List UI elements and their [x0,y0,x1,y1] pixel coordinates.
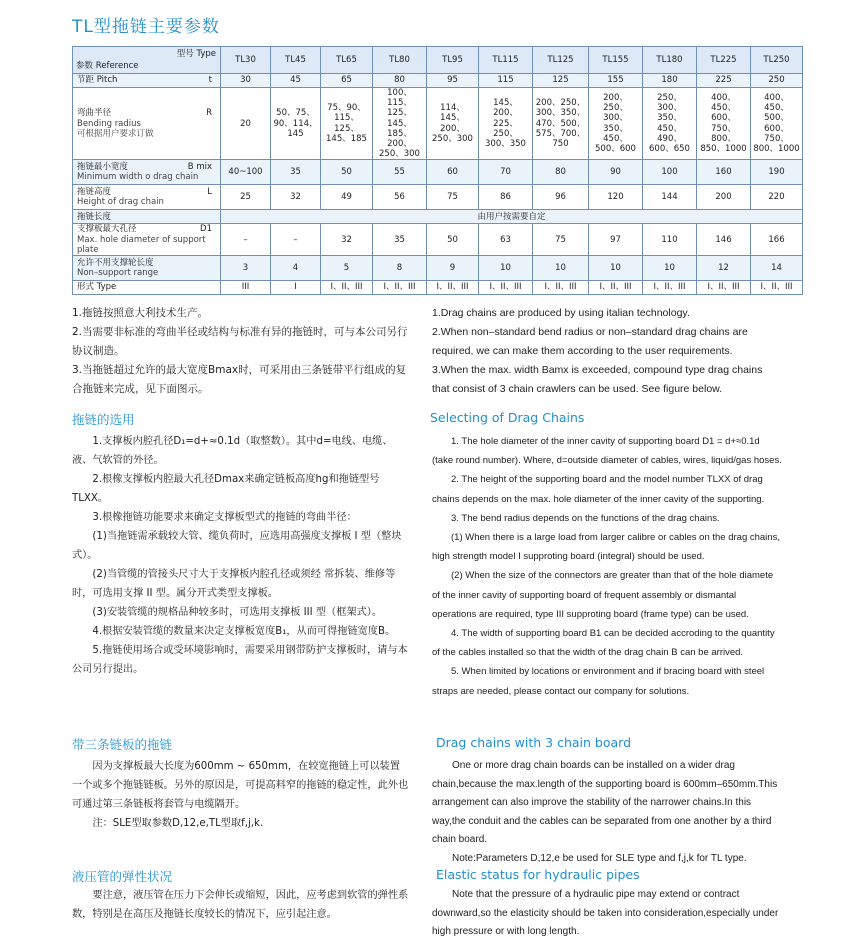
table-row-pitch: 节距 Pitch t 30 45 65 80 95 115 125 155 180 225 250 [73,74,803,88]
table-row-width: 拖链最小宽度 B mix Minimum width o drag chain 40~100 35 50 55 60 70 80 90 100 160 190 [73,160,803,185]
table-row-nonsupport: 允许不用支撑轮长度 Non–support range 3 4 5 8 9 10 10 10 10 12 14 [73,255,803,280]
section-heading-selection-cn: 拖链的选用 [72,412,135,427]
model-header: TL95 [427,47,479,74]
spec-table [72,46,803,295]
three-board-cn-text: 因为支撑板最大长度为600mm ~ 650mm，在较宽拖链上可以装置一个或多个拖链链板。另外的原因是，可提高料窄的拖链的稳定性，此外也可通过第三条链板将套管与电缆隔开。 注：SLE型取参数D,12,e,TL型取f,j,k. [72,761,409,829]
notes-en: 1.Drag chains are produced by using italian technology. 2.When non–standard bend radius or non–standard drag chains are required, we can make them according to the user requirements. 3.When the max. width Bamx is exceeded, compound type drag chains that consist of 3 chain crawlers can be used. See figure below. [432,307,763,395]
model-header: TL65 [321,47,373,74]
section-heading-hydraulic-en: Elastic status for hydraulic pipes [436,867,640,882]
table-row-radius: 弯曲半径 R Bending radius 可根据用户要求订做 20 50、75、90、114、145 75、90、115、125、145、185 100、115、125、145、185、200、250、300 114、145、200、250、300 145、200、225、250、300、350 200、250、300、350、470、500、575、700、750 200、250、300、350、450、500、600 250、300、350、450、490、600、650 400、450、600、750、800、850、1000 400、450、500、600、750、800、1000 [73,88,803,160]
model-header: TL225 [697,47,751,74]
model-header: TL250 [751,47,803,74]
model-header: TL115 [479,47,533,74]
hydraulic-en-text: Note that the pressure of a hydraulic pipe may extend or contract downward,so the elasticity should be taken into consideration,especially under high pressure or with long length. [432,889,779,937]
header-corner-cell: 型号 Type 参数 Reference [73,47,221,74]
selection-en-text: 1. The hole diameter of the inner cavity of supporting board D1 = d+≈0.1d (take round number). Where, d=outside diameter of cables, wires, liquid/gas hoses. 2. The height of the supporting board and the model number TLXX of drag chains depends on the max. hole diameter of the inner cavity of the supporting. 3. The bend radius depends on the functions of the drag chains. (1) When there is a large load from larger calibre or cables on the drag chains, high strength model I supproting board (integral) should be used. (2) When the size of the connectors are greater than that of the hole diamete of the inner cavity of supporting board of frequent assembly or dismantal operations are required, type III supproting board (frame type) can be used. 4. The width of supporting board B1 can be decided accroding to the quantity of the cables installed so that the width of the drag chain B can be arrived. 5. When limited by locations or environment and if bracing board with steel straps are needed, please contact our company for solutions. [432,436,782,697]
table-header-row [73,47,803,74]
model-header: TL155 [589,47,643,74]
hydraulic-cn-text: 要注意，液压管在压力下会伸长或缩短，因此，应考虑到软管的弹性系数，特别是在高压及拖链长度较长的情况下，应引起注意。 [72,890,409,920]
notes-cn: 1.拖链按照意大利技术生产。 2.当需要非标准的弯曲半径或结构与标准有异的拖链时，可与本公司另行协议制造。 3.当拖链超过允许的最大宽度Bmax时，可采用由三条链带平行组成的复合拖链来完成，见下面图示。 [72,307,408,395]
selection-cn-text: 1.支撑板内腔孔径D₁=d+≈0.1d（取整数）。其中d=电线、电缆、液、气软管的外径。 2.根橡支撑板内腔最大孔径Dmax来确定链板高度hg和拖链型号TLXX。 3.根橡拖链功能要求来确定支撑板型式的拖链的弯曲半径： (1)当拖链需承载较大管、缆负荷时，应选用高强度支撑板 I 型（整块式）。 (2)当管缆的管接头尺寸大于支撑板内腔孔径或须经 常拆装、维修等时，可选用支撑 II 型。属分开式类型支撑板。 (3)安装管缆的规格品种较多时，可选用支撑板 III 型（框架式）。 4.根据安装管缆的数量来决定支撑板宽度B₁，从而可得拖链宽度B。 5.拖链使用场合或受环境影响时，需要采用钢带防护支撑板时，请与本公司另行提出。 [72,436,408,675]
table-row-hole: 支撑板最大孔径 D1 Max. hole diameter of support plate – – 32 35 50 63 75 97 110 146 166 [73,224,803,256]
section-heading-hydraulic-cn: 液压管的弹性状况 [72,869,173,884]
page-title: TL型拖链主要参数 [72,17,220,37]
model-header: TL125 [533,47,589,74]
section-heading-three-board-cn: 带三条链板的拖链 [72,737,173,752]
section-heading-three-board-en: Drag chains with 3 chain board [436,735,632,750]
table-row-length: 拖链长度 由用户按需要自定 [73,210,803,224]
section-heading-selection-en: Selecting of Drag Chains [430,410,585,425]
model-header: TL30 [221,47,271,74]
model-header: TL80 [373,47,427,74]
table-row-height: 拖链高度 L Height of drag chain 25 32 49 56 75 86 96 120 144 200 220 [73,185,803,210]
model-header: TL180 [643,47,697,74]
model-header: TL45 [271,47,321,74]
table-row-form: 形式 Type III I I、II、III I、II、III I、II、III I、II、III I、II、III I、II、III I、II、III I、II、III I、II、III [73,280,803,294]
three-board-en-text: One or more drag chain boards can be installed on a wider drag chain,because the max.length of the supporting board is 600mm–650mm.This arrangement can also improve the stability of the narrower chains.In this way,the conduit and the cables can be separated from one another by a third chain board. Note:Parameters D,12,e be used for SLE type and f,j,k for TL type. [432,760,778,864]
